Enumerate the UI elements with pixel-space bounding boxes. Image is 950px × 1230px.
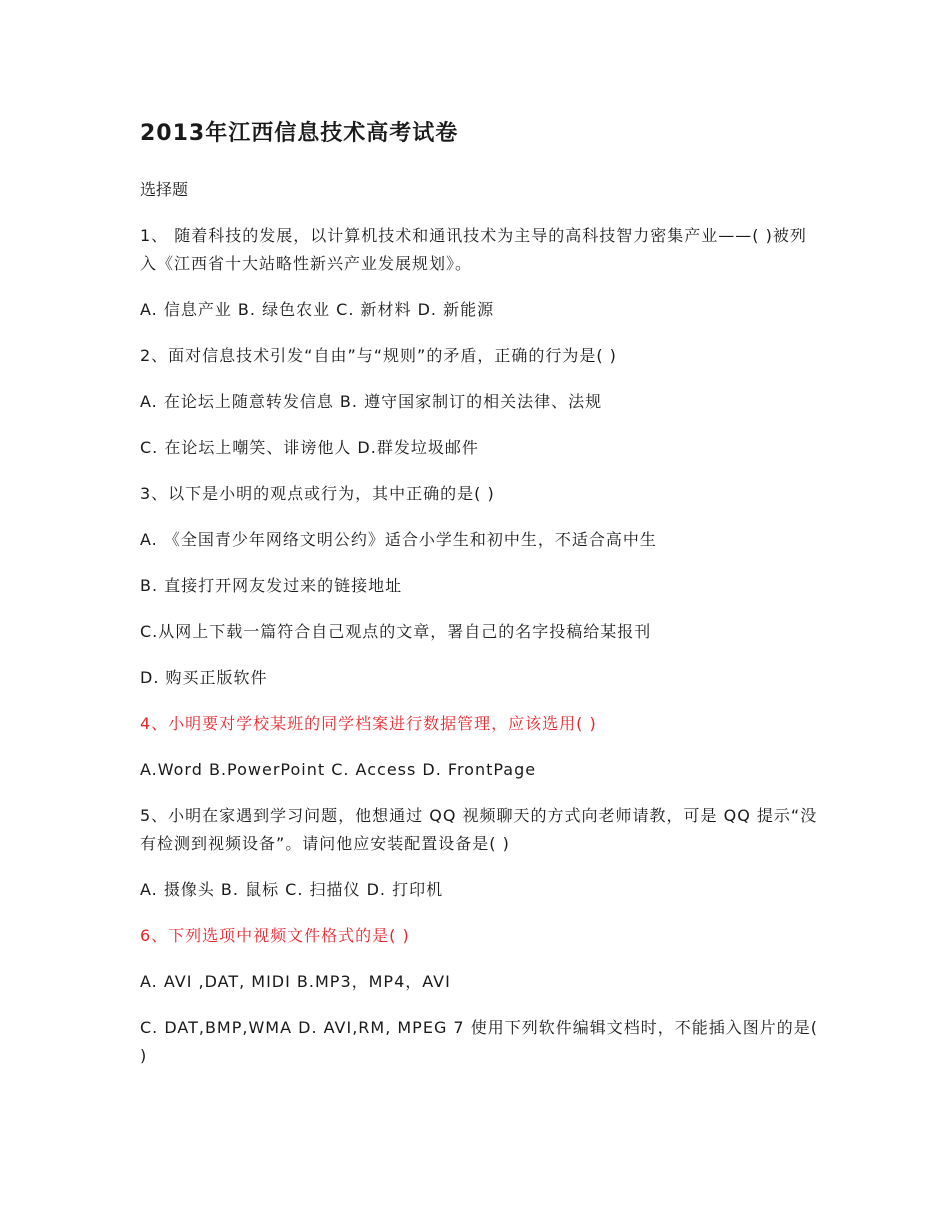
question-6-options-cd-and-question-7: C. DAT,BMP,WMA D. AVI,RM, MPEG 7 使用下列软件编辑文档时，不能插入图片的是( ) [140,1018,818,1065]
question-5: 5、小明在家遇到学习问题，他想通过 QQ 视频聊天的方式向老师请教，可是 QQ 提示“没有检测到视频设备”。请问他应安装配置设备是( ) [140,806,818,853]
question-3: 3、以下是小明的观点或行为，其中正确的是( ) [140,484,495,503]
question-3-option-a: A. 《全国青少年网络文明公约》适合小学生和初中生，不适合高中生 [140,530,657,549]
question-6-options-ab: A. AVI ,DAT, MIDI B.MP3，MP4，AVI [140,972,451,991]
question-2-options-cd: C. 在论坛上嘲笑、诽谤他人 D.群发垃圾邮件 [140,438,479,457]
question-2-options-ab: A. 在论坛上随意转发信息 B. 遵守国家制订的相关法律、法规 [140,392,603,411]
question-1-options: A. 信息产业 B. 绿色农业 C. 新材料 D. 新能源 [140,300,495,319]
document-title: 2013年江西信息技术高考试卷 [140,121,459,146]
question-6: 6、下列选项中视频文件格式的是( ) [140,926,410,945]
question-3-option-d: D. 购买正版软件 [140,668,268,687]
document-page [140,118,820,1088]
question-4-options: A.Word B.PowerPoint C. Access D. FrontPage [140,760,537,779]
question-5-options: A. 摄像头 B. 鼠标 C. 扫描仪 D. 打印机 [140,880,444,899]
question-2: 2、面对信息技术引发“自由”与“规则”的矛盾，正确的行为是( ) [140,346,617,365]
question-3-option-b: B. 直接打开网友发过来的链接地址 [140,576,403,595]
question-1: 1、 随着科技的发展，以计算机技术和通讯技术为主导的高科技智力密集产业——( )被列入《江西省十大站略性新兴产业发展规划》。 [140,226,807,273]
section-heading: 选择题 [140,180,189,199]
question-3-option-c: C.从网上下载一篇符合自己观点的文章，署自己的名字投稿给某报刊 [140,622,652,641]
question-4: 4、小明要对学校某班的同学档案进行数据管理，应该选用( ) [140,714,597,733]
